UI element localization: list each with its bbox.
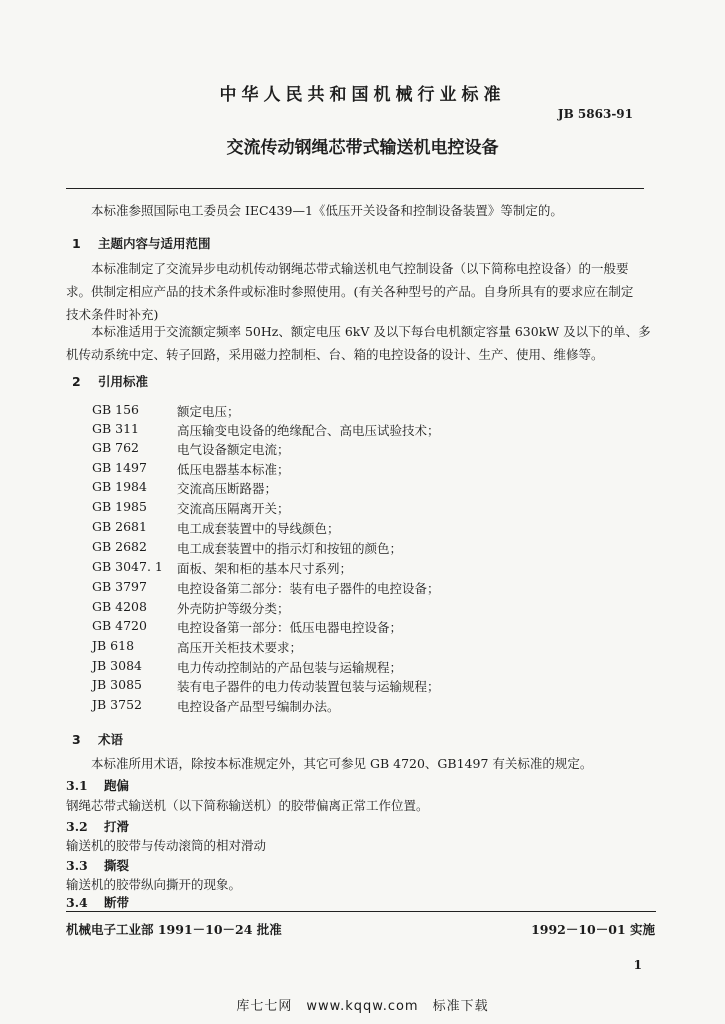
- term-definition: 输送机的胶带与传动滚筒的相对滑动: [66, 838, 267, 853]
- section-2-title: 引用标准: [98, 374, 149, 389]
- term-definition: 输送机的胶带纵向撕开的现象。: [66, 877, 242, 892]
- ref-code: GB 762: [92, 440, 140, 455]
- section-2-number: 2: [72, 374, 81, 389]
- ref-code: GB 3047. 1: [92, 559, 163, 574]
- term-heading: [66, 893, 129, 911]
- section-1-p2-line-1: 本标准适用于交流额定频率 50Hz、额定电压 6kV 及以下每台电机额定容量 630kW 及以下的单、多: [91, 324, 651, 339]
- ref-code: GB 311: [92, 421, 140, 436]
- term-heading: [66, 817, 129, 835]
- implementation-date: 1992－10－01 实施: [531, 922, 655, 937]
- ref-code: GB 156: [92, 402, 140, 417]
- intro-paragraph: 本标准参照国际电工委员会 IEC439—1《低压开关设备和控制设备装置》等制定的。: [91, 203, 563, 218]
- section-3-number: 3: [72, 732, 81, 747]
- section-2-heading: [72, 372, 148, 390]
- header-divider: [66, 188, 644, 189]
- term-heading: [66, 776, 129, 794]
- ref-name: 交流高压隔离开关；: [177, 501, 290, 516]
- ref-code: JB 618: [92, 638, 135, 653]
- ref-name: 电工成套装置中的导线颜色；: [177, 521, 340, 536]
- ref-code: GB 4208: [92, 599, 147, 614]
- ref-code: GB 4720: [92, 618, 147, 633]
- ref-code: JB 3085: [92, 677, 142, 692]
- section-3-intro: 本标准所用术语，除按本标准规定外，其它可参见 GB 4720、GB1497 有关标准的规定。: [91, 756, 593, 771]
- ref-code: JB 3752: [92, 697, 142, 712]
- term-name: 断带: [104, 895, 130, 910]
- term-number: 3.4: [66, 895, 88, 910]
- ref-code: GB 2681: [92, 519, 147, 534]
- section-1-heading: [72, 234, 211, 252]
- section-1-paragraph-1: [66, 257, 662, 326]
- section-1-p1-line-1: 本标准制定了交流异步电动机传动钢绳芯带式输送机电气控制设备（以下简称电控设备）的一般要: [91, 261, 629, 276]
- term-definition: 钢绳芯带式输送机（以下简称输送机）的胶带偏离正常工作位置。: [66, 798, 429, 813]
- section-3-heading: [72, 730, 123, 748]
- ref-code: GB 3797: [92, 579, 147, 594]
- section-1-p1-line-2: 求。供制定相应产品的技术条件或标准时参照使用。(有关各种型号的产品。自身所具有的要求应在制定: [66, 284, 634, 299]
- term-number: 3.2: [66, 819, 88, 834]
- ref-code: GB 1984: [92, 479, 147, 494]
- standard-number: JB 5863-91: [557, 107, 633, 121]
- section-1-p1-line-3: 技术条件时补充): [66, 307, 159, 322]
- ref-name: 高压输变电设备的绝缘配合、高电压试验技术；: [177, 423, 440, 438]
- ref-name: 电控设备产品型号编制办法。: [177, 699, 340, 714]
- approval-date: 机械电子工业部 1991－10－24 批准: [66, 922, 282, 937]
- section-1-p2-line-2: 机传动系统中定、转子回路，采用磁力控制柜、台、箱的电控设备的设计、生产、使用、维修等。: [66, 347, 604, 362]
- footer-divider: [66, 911, 656, 912]
- ref-code: GB 1497: [92, 460, 147, 475]
- ref-name: 高压开关柜技术要求；: [177, 640, 303, 655]
- section-1-number: 1: [72, 236, 81, 251]
- ref-code: GB 1985: [92, 499, 147, 514]
- term-name: 撕裂: [104, 858, 130, 873]
- ref-code: JB 3084: [92, 658, 142, 673]
- header-org-title: 中华人民共和国机械行业标准: [219, 85, 506, 105]
- ref-name: 电力传动控制站的产品包装与运输规程；: [177, 660, 403, 675]
- term-name: 打滑: [104, 819, 130, 834]
- term-name: 跑偏: [104, 778, 130, 793]
- page-number: 1: [633, 958, 642, 972]
- term-number: 3.3: [66, 858, 88, 873]
- ref-name: 电气设备额定电流；: [177, 442, 290, 457]
- term-number: 3.1: [66, 778, 88, 793]
- section-1-title: 主题内容与适用范围: [98, 236, 211, 251]
- ref-name: 交流高压断路器；: [177, 481, 278, 496]
- ref-code: GB 2682: [92, 539, 147, 554]
- ref-name: 外壳防护等级分类；: [177, 601, 290, 616]
- site-watermark: 库七七网 www.kqqw.com 标准下载: [236, 999, 489, 1014]
- document-title: 交流传动钢绳芯带式输送机电控设备: [226, 138, 499, 158]
- ref-name: 额定电压；: [177, 404, 240, 419]
- section-3-title: 术语: [98, 732, 124, 747]
- ref-name: 低压电器基本标准；: [177, 462, 290, 477]
- ref-name: 电控设备第一部分：低压电器电控设备；: [177, 620, 403, 635]
- ref-name: 电工成套装置中的指示灯和按钮的颜色；: [177, 541, 403, 556]
- ref-name: 装有电子器件的电力传动装置包装与运输规程；: [177, 679, 440, 694]
- ref-name: 电控设备第二部分：装有电子器件的电控设备；: [177, 581, 440, 596]
- ref-name: 面板、架和柜的基本尺寸系列；: [177, 561, 353, 576]
- term-heading: [66, 856, 129, 874]
- section-1-paragraph-2: [66, 320, 662, 366]
